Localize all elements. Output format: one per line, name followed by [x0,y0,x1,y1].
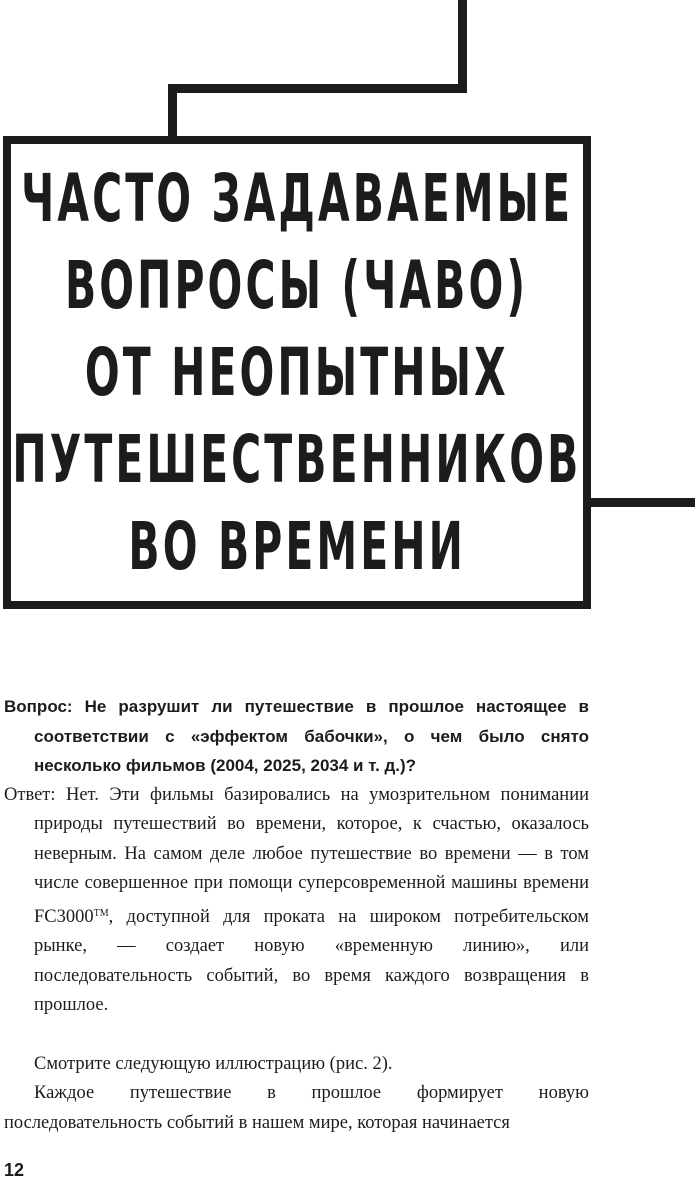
chapter-title-line-4: ПУТЕШЕСТВЕННИКОВ [12,421,582,498]
decorative-line-top-vertical [458,0,467,90]
paragraph-timeline: Каждое путешествие в прошлое формирует новую последовательность событий в нашем мире, которая начинается [4,1083,589,1133]
answer-label: Ответ: [4,784,56,805]
faq-answer [4,781,589,1021]
decorative-line-right [585,498,695,507]
faq-question [4,692,589,781]
body-text [4,692,589,1138]
question-label: Вопрос: [4,697,73,716]
chapter-title-line-5: ВО ВРЕМЕНИ [128,508,466,585]
paragraph-figure-reference: Смотрите следующую иллюстрацию (рис. 2). [34,1053,393,1074]
page-number: 12 [4,1160,25,1180]
chapter-title-box [3,136,591,609]
decorative-line-top-horizontal [168,84,467,93]
answer-text-part-1: Нет. Эти фильмы базировались на умозрительном понимании природы путешествий во времени, которое, к счастью, оказалось неверным. На самом деле любое путешествие во времени — в том числе совершенное при помощи суперсовременной машины времени FC3000 [34,784,589,927]
answer-text-part-2: , доступной для проката на широком потребительском рынке, — создает новую «временную линию», или последовательность событий, во время каждого возвращения в прошлое. [34,906,589,1015]
chapter-title-line-2: ВОПРОСЫ (ЧАВО) [65,247,529,324]
trademark-sign: TM [93,907,109,919]
decorative-line-connector [168,84,177,140]
chapter-title-line-3: ОТ НЕОПЫТНЫХ [85,334,509,411]
chapter-title-line-1: ЧАСТО ЗАДАВАЕМЫЕ [20,160,574,237]
question-text: Не разрушит ли путешествие в прошлое настоящее в соответствии с «эффектом бабочки», о чем было снято несколько фильмов (2004, 2025, 2034 и т. д.)? [34,697,589,775]
